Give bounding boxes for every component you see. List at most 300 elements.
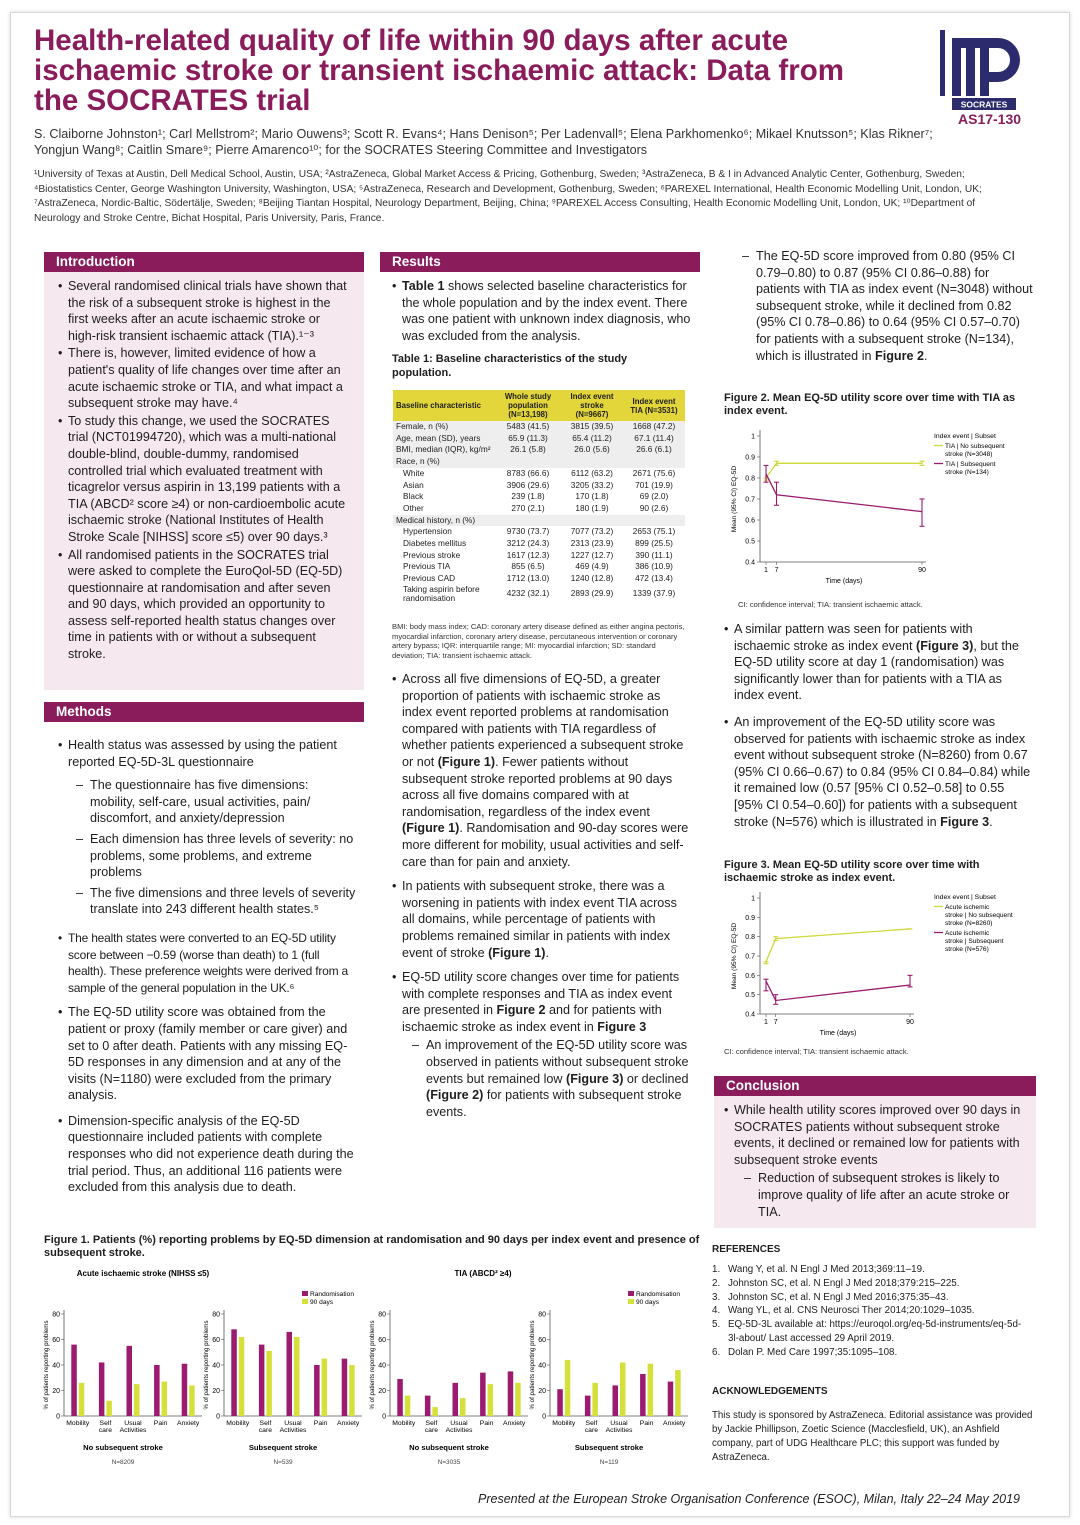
bar-randomisation bbox=[287, 1332, 293, 1416]
table-cell: 469 (4.9) bbox=[575, 561, 609, 572]
reference-number: 4. bbox=[712, 1305, 721, 1317]
logo-text: SOCRATES bbox=[960, 99, 1008, 110]
results-text: In patients with subsequent stroke, there was a worsening in patients with index event TIA across all domains, while percentage of patients with problems remained similar in patients with index event of stroke bbox=[402, 879, 677, 960]
table-row bbox=[393, 433, 685, 445]
y-tick-label: 0.9 bbox=[745, 914, 755, 922]
table-col-header: Whole study population (N=13,198) bbox=[495, 390, 561, 421]
results-text: or declined bbox=[623, 1071, 689, 1086]
table-cell: 1668 (47.2) bbox=[623, 421, 685, 433]
y-tick-label: 0 bbox=[56, 1413, 60, 1421]
table-cell bbox=[561, 456, 623, 468]
table-cell: 7077 (73.2) bbox=[570, 526, 614, 537]
table-row bbox=[393, 480, 685, 492]
table-row bbox=[393, 444, 685, 456]
col3-bullet bbox=[724, 714, 1032, 830]
table-cell bbox=[495, 456, 561, 468]
legend-swatch bbox=[302, 1299, 308, 1304]
x-tick-label: 7 bbox=[774, 567, 779, 574]
col3-text: . bbox=[924, 348, 928, 363]
results-text: EQ-5D utility score changes over time for patients with complete responses and TIA as index event are presented in bbox=[402, 970, 680, 1018]
bar-randomisation bbox=[182, 1364, 188, 1416]
bar-90-days bbox=[460, 1398, 466, 1416]
reference-number: 5. bbox=[712, 1319, 721, 1331]
reference-text: Johnston SC, et al. N Engl J Med 2016;375:35–43. bbox=[728, 1291, 949, 1303]
table-col-header: Baseline characteristic bbox=[393, 390, 495, 421]
bar-randomisation bbox=[508, 1371, 514, 1416]
table-row bbox=[393, 585, 685, 603]
legend-title: Index event | Subset bbox=[934, 894, 996, 901]
table-cell: 4232 (32.1) bbox=[506, 587, 550, 598]
y-axis-label: Mean (95% CI) EQ-5D bbox=[731, 922, 738, 990]
col3-text: A similar pattern was seen for patients with ischaemic stroke as index event bbox=[734, 622, 973, 653]
conclusion-text: While health utility scores improved over 90 days in SOCRATES patients without subsequent stroke events, it declined or remained low for patients with subsequent stroke events bbox=[734, 1103, 1021, 1167]
category-label: Usual bbox=[450, 1420, 468, 1427]
y-tick-label: 0 bbox=[542, 1413, 546, 1421]
figure-ref: Figure 2 bbox=[875, 348, 924, 363]
acknowledgements-heading: ACKNOWLEDGEMENTS bbox=[712, 1386, 828, 1397]
table-row bbox=[393, 515, 685, 527]
reference-item bbox=[712, 1346, 1032, 1360]
y-tick-label: 60 bbox=[52, 1337, 60, 1344]
bar-90-days bbox=[675, 1370, 681, 1416]
results-text: . Randomisation and 90-day scores were more different for mobility, usual activities and self-care than for pain and anxiety. bbox=[402, 821, 689, 869]
legend-swatch bbox=[628, 1299, 634, 1304]
table-cell: Other bbox=[403, 502, 424, 513]
bar-90-days bbox=[79, 1383, 85, 1416]
x-tick-label: 7 bbox=[773, 1019, 778, 1026]
bar-90-days bbox=[162, 1382, 168, 1416]
bar-randomisation bbox=[154, 1365, 160, 1416]
category-label: Usual bbox=[610, 1420, 628, 1427]
category-label: Anxiety bbox=[663, 1420, 686, 1427]
figure-ref: (Figure 1) bbox=[402, 821, 460, 836]
category-label: Anxiety bbox=[503, 1420, 526, 1427]
results-bullet bbox=[392, 969, 692, 1120]
methods-bullet: • The EQ-5D utility score was obtained from the patient or proxy (family member or care giver) and set to 0 after death. Patients with any missing EQ-5D responses in any dimension and at any of the visits (N=1180) were excluded from the primary analysis. bbox=[58, 1004, 356, 1104]
category-label: Usual bbox=[124, 1420, 142, 1427]
table-cell: Previous CAD bbox=[403, 573, 456, 584]
table-cell: 390 (11.1) bbox=[635, 549, 673, 560]
figure-2-chart bbox=[724, 424, 1034, 590]
table-cell: 26.1 (5.8) bbox=[495, 444, 561, 456]
x-tick-label: 1 bbox=[764, 567, 768, 574]
table-row bbox=[393, 421, 685, 433]
bar-90-days bbox=[266, 1351, 272, 1416]
results-list bbox=[392, 671, 692, 1124]
col3-text: . bbox=[989, 814, 993, 829]
methods-dash: – The five dimensions and three levels of severity translate into 243 different health states.⁵ bbox=[76, 885, 356, 918]
baseline-table-wrap bbox=[393, 390, 685, 603]
bar-90-days bbox=[322, 1359, 328, 1416]
col3-text: , but the EQ-5D utility score at day 1 (randomisation) was significantly lower than for patients with a TIA as index event. bbox=[734, 638, 1019, 703]
figure-ref: Figure 2 bbox=[496, 1003, 546, 1018]
results-text: and for patients with ischaemic stroke as index event in bbox=[402, 1003, 662, 1034]
bar-randomisation bbox=[99, 1362, 105, 1416]
x-tick-label: 90 bbox=[918, 567, 926, 574]
results-dash bbox=[412, 1037, 692, 1120]
category-label: Self bbox=[425, 1420, 438, 1427]
legend-label: 90 days bbox=[310, 1299, 334, 1306]
intro-bullet: • Several randomised clinical trials have shown that the risk of a subsequent stroke is highest in the first weeks after an acute ischaemic stroke or high-risk transient ischaemic attack (TIA).¹⁻³ bbox=[58, 278, 350, 344]
intro-bullet: • To study this change, we used the SOCRATES trial (NCT01994720), which was a multi-national double-blind, double-dummy, randomised controlled trial which evaluated treatment with ticagrelor versus aspirin in 13,199 patients with a TIA (ABCD² score ≥4) or non-cardioembolic acute ischaemic stroke (National Institutes of Health Stroke Scale [NIHSS] score ≤5) over 90 days.³ bbox=[58, 413, 350, 546]
bar-randomisation bbox=[71, 1345, 77, 1416]
y-tick-label: 0.6 bbox=[745, 517, 755, 525]
references-list bbox=[712, 1263, 1032, 1360]
table-cell: 26.6 (6.1) bbox=[623, 444, 685, 456]
table-cell: Previous stroke bbox=[403, 549, 461, 560]
figure-2-note: CI: confidence interval; TIA: transient ischaemic attack. bbox=[738, 600, 923, 609]
table-cell: 1617 (12.3) bbox=[506, 549, 550, 560]
y-tick-label: 1 bbox=[751, 433, 755, 441]
legend-label: stroke | No subsequent bbox=[945, 912, 1013, 919]
figure-1-chart bbox=[40, 1264, 706, 1480]
panel-title: No subsequent stroke bbox=[83, 1443, 163, 1452]
intro-list bbox=[58, 278, 350, 663]
reference-item bbox=[712, 1291, 1032, 1305]
table-cell: 2671 (75.6) bbox=[632, 467, 676, 478]
bar-randomisation bbox=[585, 1396, 591, 1416]
table-cell: 65.4 (11.2) bbox=[561, 433, 623, 445]
reference-number: 3. bbox=[712, 1291, 721, 1303]
y-tick-label: 40 bbox=[52, 1362, 60, 1370]
table-cell: Age, mean (SD), years bbox=[393, 433, 495, 445]
bar-90-days bbox=[648, 1364, 654, 1416]
results-text: An improvement of the EQ-5D utility score was observed in patients without subsequent stroke events but remained low bbox=[426, 1038, 689, 1086]
group-title: TIA (ABCD² ≥4) bbox=[454, 1269, 512, 1278]
category-label: Pain bbox=[313, 1420, 328, 1427]
legend-label: TIA | Subsequent bbox=[945, 461, 996, 468]
col3-dash-list bbox=[742, 248, 1034, 368]
x-axis-label: Time (days) bbox=[819, 1030, 857, 1037]
legend-label: Randomisation bbox=[310, 1291, 354, 1298]
y-tick-label: 80 bbox=[538, 1311, 546, 1319]
y-axis-label: % of patients reporting problems bbox=[369, 1320, 376, 1410]
category-label: Usual bbox=[284, 1420, 302, 1427]
bar-randomisation bbox=[640, 1374, 646, 1416]
bar-90-days bbox=[515, 1383, 521, 1416]
y-tick-label: 80 bbox=[52, 1311, 60, 1319]
y-tick-label: 80 bbox=[212, 1311, 220, 1319]
conclusion-bullet bbox=[724, 1102, 1030, 1220]
reference-item bbox=[712, 1277, 1032, 1291]
results-heading: Results bbox=[380, 252, 700, 272]
legend-label: stroke | Subsequent bbox=[945, 938, 1004, 945]
bar-90-days bbox=[565, 1360, 571, 1416]
table-col-header: Index event stroke (N=9667) bbox=[561, 390, 623, 421]
category-label: Activities bbox=[445, 1427, 473, 1434]
bar-90-days bbox=[620, 1362, 626, 1416]
table-cell: Race, n (%) bbox=[393, 456, 495, 468]
figure-3-chart bbox=[724, 888, 1034, 1042]
table-cell: 3212 (24.3) bbox=[506, 538, 550, 549]
bar-90-days bbox=[405, 1396, 411, 1416]
reference-text: Dolan P. Med Care 1997;35:1095–108. bbox=[728, 1346, 898, 1358]
y-tick-label: 0.4 bbox=[745, 1011, 755, 1019]
methods-dash: – Each dimension has three levels of severity: no problems, some problems, and extreme problems bbox=[76, 831, 356, 881]
table-cell: 67.1 (11.4) bbox=[623, 433, 685, 445]
x-tick-label: 90 bbox=[906, 1019, 914, 1026]
results-bullet bbox=[392, 878, 692, 961]
acknowledgements bbox=[712, 1386, 1034, 1465]
legend-swatch bbox=[302, 1291, 308, 1296]
category-label: Anxiety bbox=[337, 1420, 360, 1427]
category-label: care bbox=[584, 1427, 599, 1434]
y-tick-label: 20 bbox=[538, 1388, 546, 1395]
bar-90-days bbox=[189, 1385, 195, 1416]
figure-3-caption: Figure 3. Mean EQ-5D utility score over time with ischaemic stroke as index event. bbox=[724, 859, 980, 884]
y-tick-label: 0.7 bbox=[745, 953, 755, 961]
y-tick-label: 20 bbox=[212, 1388, 220, 1395]
table-cell: 1227 (12.7) bbox=[570, 549, 614, 560]
x-tick-label: 1 bbox=[764, 1019, 768, 1026]
col3-list bbox=[724, 621, 1032, 830]
table-cell: Taking aspirin before randomisation bbox=[403, 583, 480, 603]
table-cell: 26.0 (5.6) bbox=[561, 444, 623, 456]
bar-90-days bbox=[294, 1337, 300, 1416]
category-label: Mobility bbox=[226, 1420, 250, 1427]
y-tick-label: 0 bbox=[216, 1413, 220, 1421]
figure-2-caption: Figure 2. Mean EQ-5D utility score over time with TIA as index event. bbox=[724, 392, 1016, 417]
y-axis-label: % of patients reporting problems bbox=[529, 1320, 536, 1410]
bar-randomisation bbox=[668, 1382, 674, 1416]
y-tick-label: 0 bbox=[382, 1413, 386, 1421]
results-bullet bbox=[392, 278, 692, 344]
category-label: Anxiety bbox=[177, 1420, 200, 1427]
poster-code: AS17-130 bbox=[958, 111, 1022, 127]
category-label: Self bbox=[585, 1420, 598, 1427]
figure-1-caption: Figure 1. Patients (%) reporting problems by EQ-5D dimension at randomisation and 90 days per index event and presence of subsequent stroke. bbox=[44, 1234, 700, 1259]
figure-ref: (Figure 3) bbox=[566, 1071, 624, 1086]
table-cell: Black bbox=[403, 491, 424, 502]
group-title: Acute ischaemic stroke (NIHSS ≤5) bbox=[76, 1269, 210, 1278]
col3-text: The EQ-5D score improved from 0.80 (95% CI 0.79–0.80) to 0.87 (95% CI 0.86–0.88) for patients with TIA as index event (N=3048) without subsequent stroke, while it declined from 0.82 (95% CI 0.78–0.86) to 0.64 (95% CI 0.57–0.70) for patients with a subsequent stroke (N=134), which is illustrated in bbox=[756, 249, 1033, 363]
legend-swatch bbox=[628, 1291, 634, 1296]
figure-ref: (Figure 1) bbox=[437, 754, 496, 769]
panel-n: N=119 bbox=[599, 1459, 619, 1466]
references bbox=[712, 1244, 1032, 1360]
y-tick-label: 60 bbox=[212, 1337, 220, 1344]
figure-ref: (Figure 2) bbox=[426, 1088, 484, 1103]
bar-randomisation bbox=[314, 1365, 320, 1416]
category-label: Pain bbox=[639, 1420, 654, 1427]
bar-randomisation bbox=[231, 1329, 237, 1416]
table-cell bbox=[561, 515, 623, 527]
figure-ref: (Figure 1) bbox=[488, 945, 546, 960]
reference-item bbox=[712, 1304, 1032, 1318]
legend-label: Acute ischemic bbox=[945, 904, 990, 911]
table-cell: 3815 (39.5) bbox=[561, 421, 623, 433]
table-row bbox=[393, 526, 685, 538]
legend-title: Index event | Subset bbox=[934, 433, 996, 440]
table-cell: 2893 (29.9) bbox=[570, 587, 614, 598]
bar-90-days bbox=[134, 1384, 140, 1416]
methods-bullet: • Health status was assessed by using the patient reported EQ-5D-3L questionnaire bbox=[58, 737, 356, 770]
table-cell: 701 (19.9) bbox=[635, 479, 673, 490]
series-line bbox=[766, 981, 910, 1000]
figure-ref: (Figure 3) bbox=[916, 638, 974, 653]
bar-randomisation bbox=[480, 1373, 486, 1416]
panel-n: N=539 bbox=[273, 1459, 293, 1466]
table-cell: 69 (2.0) bbox=[639, 491, 669, 502]
table-cell: 65.9 (11.3) bbox=[495, 433, 561, 445]
methods-bullet: • Dimension-specific analysis of the EQ-5D questionnaire included patients with complete responses who did not experience death during the trial period. Thus, an additional 116 patients were excluded from this analysis due to death. bbox=[58, 1113, 356, 1196]
methods-body bbox=[58, 737, 356, 1196]
reference-number: 1. bbox=[712, 1264, 721, 1275]
col3-bullet bbox=[724, 621, 1032, 704]
table-caption: Table 1: Baseline characteristics of the study population. bbox=[392, 353, 628, 379]
reference-number: 6. bbox=[712, 1346, 721, 1358]
table-cell: 270 (2.1) bbox=[511, 502, 545, 513]
category-label: Activities bbox=[119, 1427, 147, 1434]
figure-ref: Figure 3 bbox=[940, 814, 990, 829]
y-tick-label: 60 bbox=[538, 1337, 546, 1344]
legend-label: stroke (N=576) bbox=[945, 946, 989, 953]
bar-90-days bbox=[349, 1365, 355, 1416]
reference-text: Wang YL, et al. CNS Neurosci Ther 2014;20:1029–1035. bbox=[728, 1305, 975, 1317]
table-row bbox=[393, 538, 685, 550]
table-cell: 899 (25.5) bbox=[635, 538, 673, 549]
methods-dash: – The questionnaire has five dimensions: mobility, self-care, usual activities, pain/ discomfort, and anxiety/depression bbox=[76, 777, 356, 827]
table-cell: Hypertension bbox=[403, 526, 452, 537]
table-cell: 180 (1.9) bbox=[575, 502, 609, 513]
table-note: BMI: body mass index; CAD: coronary artery disease defined as either angina pectoris, myocardial infarction, coronary artery disease, percutaneous intervention or coronary artery bypass; IQR: interquartile range; MI: myocardial infarction; SD: standard deviation; TIA: transient ischaemic attack. bbox=[392, 622, 685, 660]
references-heading: REFERENCES bbox=[712, 1244, 781, 1255]
legend-label: Acute ischemic bbox=[945, 930, 990, 937]
series-line bbox=[766, 929, 910, 962]
conclusion-dash: – Reduction of subsequent strokes is likely to improve quality of life after an acute stroke or TIA. bbox=[744, 1170, 1030, 1220]
table-cell: 1712 (13.0) bbox=[506, 573, 550, 584]
table-cell: 386 (10.9) bbox=[635, 561, 673, 572]
reference-text: Johnston SC, et al. N Engl J Med 2018;379:215–225. bbox=[728, 1277, 960, 1289]
bar-90-days bbox=[239, 1337, 245, 1416]
bar-90-days bbox=[432, 1407, 438, 1416]
y-tick-label: 0.9 bbox=[745, 454, 755, 462]
table-cell: 6112 (63.2) bbox=[571, 467, 613, 478]
table-cell: Female, n (%) bbox=[393, 421, 495, 433]
category-label: Mobility bbox=[392, 1420, 416, 1427]
col3-dash bbox=[742, 248, 1034, 364]
reference-text: Wang Y, et al. N Engl J Med 2013;369:11–19. bbox=[728, 1264, 925, 1275]
panel-title: Subsequent stroke bbox=[574, 1443, 644, 1452]
conclusion-list bbox=[724, 1102, 1030, 1224]
y-tick-label: 20 bbox=[52, 1388, 60, 1395]
y-tick-label: 40 bbox=[378, 1362, 386, 1370]
bar-90-days bbox=[106, 1401, 112, 1416]
reference-item bbox=[712, 1318, 1032, 1346]
bar-randomisation bbox=[613, 1385, 619, 1416]
results-b1-list bbox=[392, 278, 692, 344]
results-text: . Fewer patients without subsequent stroke reported problems at 90 days across all five domains compared with at randomisation, regardless of the index event bbox=[402, 754, 673, 819]
table-cell: 9730 (73.7) bbox=[506, 526, 550, 537]
category-label: care bbox=[424, 1427, 439, 1434]
methods-bullet: • The health states were converted to an EQ-5D utility score between −0.59 (worse than death) to 1 (full health). These preference weights were derived from a sample of the general population in the UK.⁶ bbox=[58, 930, 356, 996]
table-row bbox=[393, 491, 685, 503]
col3-text: An improvement of the EQ-5D utility score was observed for patients with ischaemic stroke as index event without subsequent stroke (N=8260) from 0.67 (95% CI 0.66–0.67) to 0.84 (95% CI 0.84–0.84) while it remained low (0.57 [95% CI 0.52–0.58] to 0.55 [95% CI 0.54–0.60]) for patients with a subsequent stroke (N=576) which is illustrated in bbox=[734, 714, 1031, 829]
intro-bullet: • There is, however, limited evidence of how a patient's quality of life changes over time after an acute ischaemic stroke or TIA, and what impact a subsequent stroke may have.⁴ bbox=[58, 345, 350, 411]
table-cell: 855 (6.5) bbox=[511, 561, 545, 572]
category-label: Mobility bbox=[552, 1420, 576, 1427]
table-cell: 1339 (37.9) bbox=[632, 587, 676, 598]
authors: S. Claiborne Johnston¹; Carl Mellstrom²; Mario Ouwens³; Scott R. Evans⁴; Hans Denison⁵; Per Ladenvall⁵; Elena Parkhomenko⁶; Mikael Knutsson⁵; Klas Rikner⁷; Yongjun Wang⁸; Caitlin Smare⁹; Pierre Amarenco¹⁰; for the SOCRATES Steering Committee and Investigators bbox=[34, 127, 933, 157]
category-label: Self bbox=[99, 1420, 112, 1427]
category-label: Pain bbox=[153, 1420, 168, 1427]
category-label: care bbox=[98, 1427, 113, 1434]
y-tick-label: 80 bbox=[378, 1311, 386, 1319]
table-cell: Diabetes mellitus bbox=[403, 538, 467, 549]
y-tick-label: 0.7 bbox=[745, 496, 755, 504]
table-row bbox=[393, 561, 685, 573]
table-row bbox=[393, 468, 685, 480]
bar-randomisation bbox=[127, 1346, 133, 1416]
y-tick-label: 0.8 bbox=[745, 934, 755, 942]
panel-title: No subsequent stroke bbox=[409, 1443, 489, 1452]
affiliations: ¹University of Texas at Austin, Dell Medical School, Austin, USA; ²AstraZeneca, Global Market Access & Pricing, Gothenburg, Sweden; ³AstraZeneca, B & I in Advanced Analytic Center, Gothenburg, Sweden; ⁴Biostatistics Center, George Washington University, Washington, USA; ⁵AstraZeneca, Research and Development, Gothenburg, Sweden; ⁶PAREXEL International, Health Economic Modelling Unit, London, UK; ⁷AstraZeneca, Nordic-Baltic, Södertälje, Sweden; ⁸Beijing Tiantan Hospital, Neurology Department, Beijing, China; ⁹PAREXEL Access Consulting, Health Economic Modelling Unit, London, UK; ¹⁰Department of Neurology and Stroke Centre, Bichat Hospital, Paris University, Paris, France. bbox=[34, 169, 982, 224]
table-cell: 5483 (41.5) bbox=[495, 421, 561, 433]
table-cell bbox=[495, 515, 561, 527]
table-cell: Previous TIA bbox=[403, 561, 451, 572]
reference-text: EQ-5D-3L available at: https://euroqol.org/eq-5d-instruments/eq-5d-3l-about/ Last accessed 29 April 2019. bbox=[728, 1319, 1022, 1344]
methods-heading: Methods bbox=[44, 702, 364, 722]
y-axis-label: % of patients reporting problems bbox=[43, 1320, 50, 1410]
table-cell: 2313 (23.9) bbox=[570, 538, 614, 549]
table-cell bbox=[623, 456, 685, 468]
category-label: Self bbox=[259, 1420, 272, 1427]
figure-3-note: CI: confidence interval; TIA: transient ischaemic attack. bbox=[724, 1047, 909, 1056]
results-bullet bbox=[392, 671, 692, 870]
bar-randomisation bbox=[453, 1383, 459, 1416]
y-tick-label: 0.8 bbox=[745, 475, 755, 483]
table-row bbox=[393, 550, 685, 562]
category-label: Activities bbox=[605, 1427, 633, 1434]
y-tick-label: 0.5 bbox=[745, 538, 755, 546]
poster-title: Health-related quality of life within 90 days after acute ischaemic stroke or transient ischaemic attack: Data from the SOCRATES trial bbox=[34, 24, 844, 117]
legend-label: 90 days bbox=[636, 1299, 660, 1306]
reference-item bbox=[712, 1263, 1032, 1277]
y-tick-label: 40 bbox=[212, 1362, 220, 1370]
socrates-logo bbox=[940, 30, 1020, 112]
legend-label: Randomisation bbox=[636, 1291, 680, 1298]
y-tick-label: 0.6 bbox=[745, 972, 755, 980]
x-axis-label: Time (days) bbox=[825, 578, 863, 585]
panel-title: Subsequent stroke bbox=[248, 1443, 318, 1452]
y-tick-label: 20 bbox=[378, 1388, 386, 1395]
bar-randomisation bbox=[425, 1396, 431, 1416]
results-b1-text: shows selected baseline characteristics for the whole population and by the index event. There was one patient with unknown index diagnosis, who was excluded from the analysis. bbox=[402, 279, 691, 343]
legend-label: TIA | No subsequent bbox=[945, 443, 1005, 450]
reference-number: 2. bbox=[712, 1277, 721, 1289]
y-tick-label: 0.4 bbox=[745, 559, 755, 567]
baseline-table bbox=[393, 390, 685, 603]
category-label: Pain bbox=[479, 1420, 494, 1427]
series-line bbox=[766, 463, 922, 478]
table-row bbox=[393, 456, 685, 468]
figure-ref: Figure 3 bbox=[597, 1019, 647, 1034]
table-cell: Medical history, n (%) bbox=[393, 515, 495, 527]
bar-randomisation bbox=[259, 1345, 265, 1416]
y-axis-label: % of patients reporting problems bbox=[203, 1320, 210, 1410]
results-text: for patients with subsequent stroke events. bbox=[426, 1088, 682, 1119]
acknowledgements-text: This study is sponsored by AstraZeneca. Editorial assistance was provided by Jackie Phillipson, Zoetic Science (Macclesfield, UK), an Ashfield company, part of UDG Healthcare PLC; this support was funded by AstraZeneca. bbox=[712, 1410, 1033, 1463]
table-col-header: Index event TIA (N=3531) bbox=[623, 390, 685, 421]
table-cell: Asian bbox=[403, 479, 424, 490]
category-label: Activities bbox=[279, 1427, 307, 1434]
y-axis-label: Mean (95% CI) EQ-5D bbox=[731, 465, 738, 533]
table-cell: 3205 (33.2) bbox=[570, 479, 614, 490]
bar-randomisation bbox=[397, 1379, 403, 1416]
footer-presented: Presented at the European Stroke Organisation Conference (ESOC), Milan, Italy 22–24 May 2019 bbox=[478, 1492, 1020, 1506]
legend-label: stroke (N=134) bbox=[945, 469, 989, 476]
y-tick-label: 40 bbox=[538, 1362, 546, 1370]
